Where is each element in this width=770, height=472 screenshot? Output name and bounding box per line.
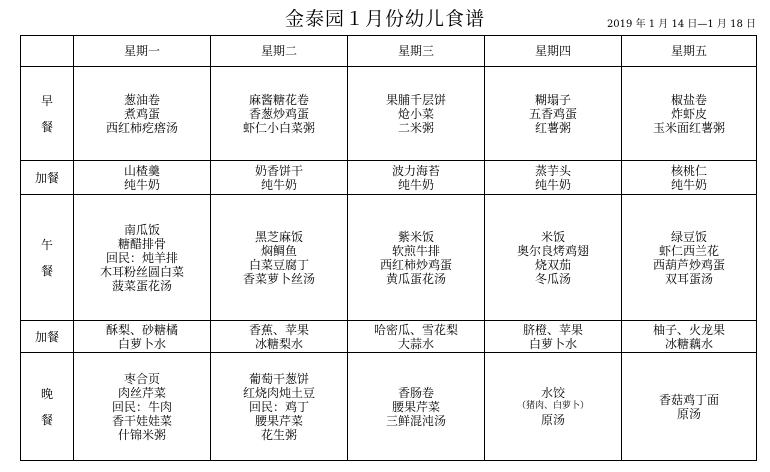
menu-cell: 椒盐卷 炸虾皮 玉米面红薯粥: [622, 67, 757, 161]
menu-cell: 葱油卷 煮鸡蛋 西红柿疙瘩汤: [74, 67, 211, 161]
menu-cell: 香肠卷 腰果芹菜 三鲜混沌汤: [348, 353, 485, 461]
menu-cell: 麻酱糖花卷 香葱炒鸡蛋 虾仁小白菜粥: [211, 67, 348, 161]
snack-row-morning: [21, 161, 757, 195]
meal-label-lunch: 午 餐: [21, 195, 74, 321]
menu-cell: 南瓜饭 糖醋排骨 回民：炖羊排 木耳粉丝圆白菜 菠菜蛋花汤: [74, 195, 211, 321]
menu-cell: 米饭 奥尔良烤鸡翅 烧双茄 冬瓜汤: [485, 195, 622, 321]
meal-label-snack: 加餐: [21, 161, 74, 195]
snack-row-afternoon: [21, 321, 757, 353]
menu-cell: 蒸芋头 纯牛奶: [485, 161, 622, 195]
day-header: 星期二: [211, 36, 348, 67]
menu-cell: 枣合页 肉丝芹菜 回民：牛肉 香干娃娃菜 什锦米粥: [74, 353, 211, 461]
corner-cell: [21, 36, 74, 67]
menu-table: [20, 35, 757, 461]
menu-cell: 脐橙、苹果 白萝卜水: [485, 321, 622, 353]
menu-cell: 柚子、火龙果 冰糖藕水: [622, 321, 757, 353]
menu-cell: 哈密瓜、雪花梨 大蒜水: [348, 321, 485, 353]
header-row: [21, 36, 757, 67]
menu-cell: 香蕉、苹果 冰糖梨水: [211, 321, 348, 353]
date-range: 2019 年 1 月 14 日—1 月 18 日: [606, 19, 756, 30]
menu-cell: 果脯千层饼 炝小菜 二米粥: [348, 67, 485, 161]
meal-label-breakfast: 早 餐: [21, 67, 74, 161]
menu-cell: 糊塌子 五香鸡蛋 红薯粥: [485, 67, 622, 161]
lunch-row: [21, 195, 757, 321]
menu-cell: 绿豆饭 虾仁西兰花 西葫芦炒鸡蛋 双耳蛋汤: [622, 195, 757, 321]
menu-cell: 波力海苔 纯牛奶: [348, 161, 485, 195]
menu-cell: 山楂羹 纯牛奶: [74, 161, 211, 195]
menu-cell: 酥梨、砂糖橘 白萝卜水: [74, 321, 211, 353]
menu-cell: 奶香饼干 纯牛奶: [211, 161, 348, 195]
menu-cell: 核桃仁 纯牛奶: [622, 161, 757, 195]
day-header: 星期四: [485, 36, 622, 67]
menu-cell: 香菇鸡丁面 原汤: [622, 353, 757, 461]
menu-cell: 水饺 （猪肉、白萝卜） 原汤: [485, 353, 622, 461]
day-header: 星期三: [348, 36, 485, 67]
meal-label-dinner: 晚 餐: [21, 353, 74, 461]
menu-title: 金泰园１月份幼儿食谱: [284, 8, 485, 30]
menu-cell: 黑芝麻饭 焖鲷鱼 白菜豆腐丁 香菜萝卜丝汤: [211, 195, 348, 321]
menu-cell: 葡萄干葱饼 红烧肉炖土豆 回民：鸡丁 腰果芹菜 花生粥: [211, 353, 348, 461]
dinner-row: [21, 353, 757, 461]
day-header: 星期五: [622, 36, 757, 67]
menu-cell: 紫米饭 软煎牛排 西红柿炒鸡蛋 黄瓜蛋花汤: [348, 195, 485, 321]
day-header: 星期一: [74, 36, 211, 67]
breakfast-row: [21, 67, 757, 161]
meal-label-snack: 加餐: [21, 321, 74, 353]
